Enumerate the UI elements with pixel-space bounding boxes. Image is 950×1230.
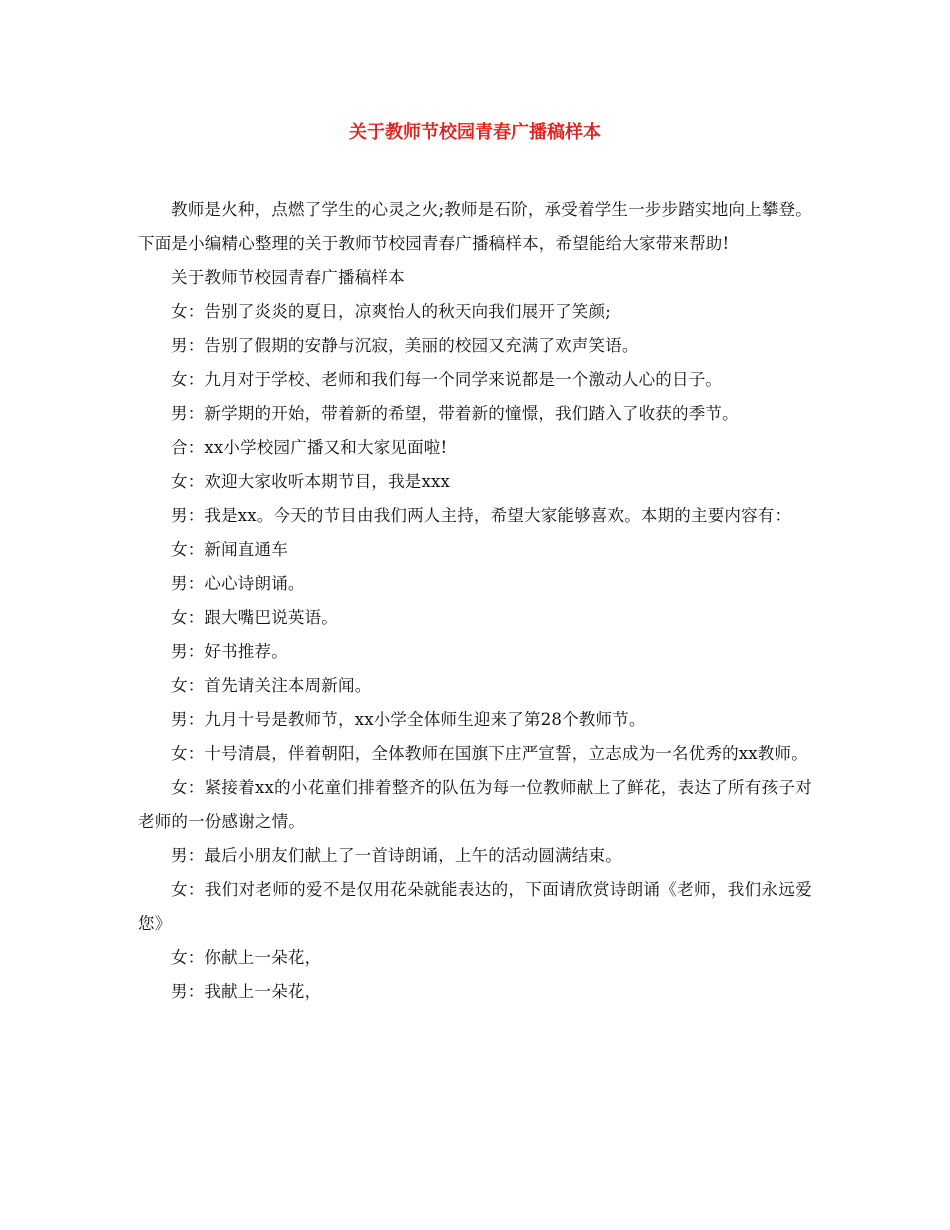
dialogue-line: 男：告别了假期的安静与沉寂，美丽的校园又充满了欢声笑语。: [171, 336, 639, 355]
paragraph-intro: 教师是火种，点燃了学生的心灵之火;教师是石阶，承受着学生一步步踏实地向上攀登。下面是小编精心整理的关于教师节校园青春广播稿样本，希望能给大家带来帮助!: [138, 200, 812, 253]
document-body: [138, 193, 812, 1009]
dialogue-line: 女：新闻直通车: [171, 540, 288, 559]
dialogue-line: 男：新学期的开始，带着新的希望，带着新的憧憬，我们踏入了收获的季节。: [171, 404, 739, 423]
dialogue-line: 男：九月十号是教师节，xx小学全体师生迎来了第28个教师节。: [171, 710, 646, 729]
document-title: 关于教师节校园青春广播稿样本: [349, 122, 601, 143]
dialogue-line: 男：心心诗朗诵。: [171, 574, 305, 593]
dialogue-line: 合：xx小学校园广播又和大家见面啦!: [171, 438, 448, 457]
dialogue-line: 男：我是xx。今天的节目由我们两人主持，希望大家能够喜欢。本期的主要内容有：: [171, 506, 792, 525]
dialogue-line: 男：最后小朋友们献上了一首诗朗诵，上午的活动圆满结束。: [171, 846, 622, 865]
paragraph-subtitle: 关于教师节校园青春广播稿样本: [171, 268, 405, 287]
dialogue-line: 女：欢迎大家收听本期节目，我是xxx: [171, 472, 451, 491]
dialogue-line: 女：十号清晨，伴着朝阳，全体教师在国旗下庄严宣誓，立志成为一名优秀的xx教师。: [171, 744, 808, 763]
dialogue-line: 女：紧接着xx的小花童们排着整齐的队伍为每一位教师献上了鲜花，表达了所有孩子对老师的一份感谢之情。: [138, 778, 812, 831]
dialogue-line: 男：我献上一朵花，: [171, 982, 322, 1001]
dialogue-line: 女：告别了炎炎的夏日，凉爽怡人的秋天向我们展开了笑颜;: [171, 302, 611, 321]
dialogue-line: 男：好书推荐。: [171, 642, 288, 661]
dialogue-line: 女：你献上一朵花，: [171, 948, 322, 967]
dialogue-line: 女：跟大嘴巴说英语。: [171, 608, 338, 627]
dialogue-line: 女：九月对于学校、老师和我们每一个同学来说都是一个激动人心的日子。: [171, 370, 723, 389]
dialogue-line: 女：我们对老师的爱不是仅用花朵就能表达的，下面请欣赏诗朗诵《老师，我们永远爱您》: [138, 880, 812, 933]
dialogue-line: 女：首先请关注本周新闻。: [171, 676, 372, 695]
